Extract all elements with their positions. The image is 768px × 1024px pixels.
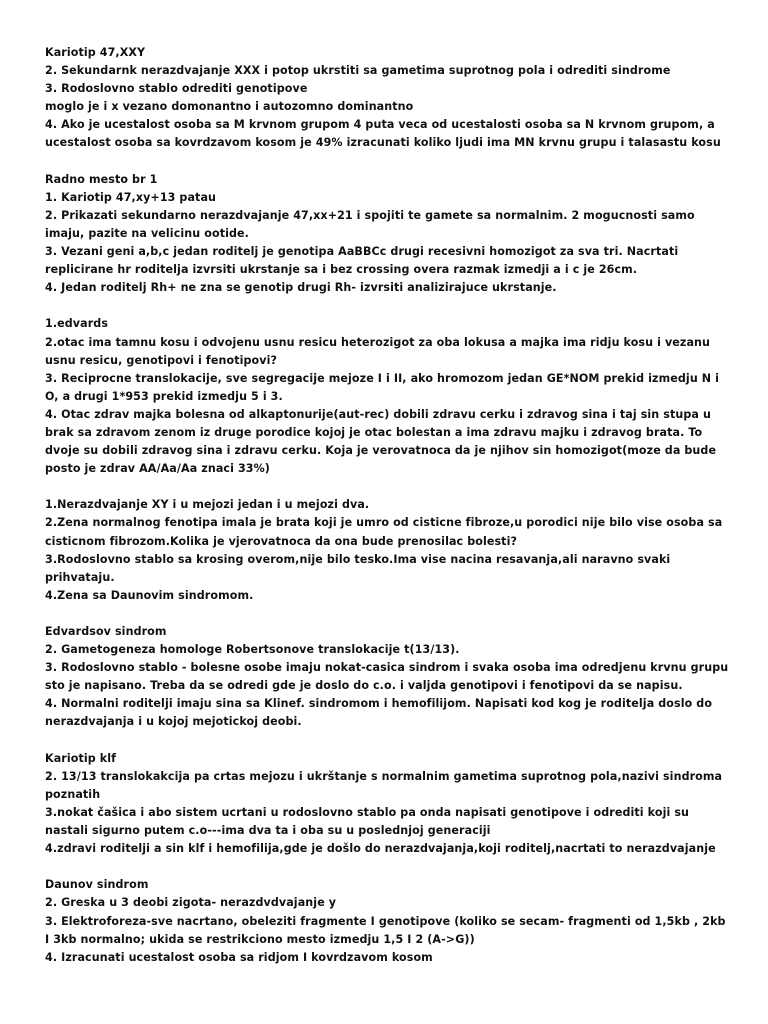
section-edvards — [45, 315, 730, 478]
question-4: 4. Jedan roditelj Rh+ ne zna se genotip drugi Rh- izvrsiti analizirajuce ukrstanje. — [45, 281, 557, 295]
question-4: 4. Izracunati ucestalost osoba sa ridjom I kovrdzavom kosom — [45, 950, 433, 964]
question-2: 2. Prikazati sekundarno nerazdvajanje 47,xx+21 i spojiti te gamete sa normalnim. 2 mogucnosti samo imaju, pazite na velicinu ootide. — [45, 208, 699, 240]
section-kariotip-47xxy — [45, 44, 730, 153]
question-1: 1. Kariotip 47,xy+13 patau — [45, 190, 217, 204]
section-kariotip-klf — [45, 750, 730, 859]
question-4: 4.Zena sa Daunovim sindromom. — [45, 588, 254, 602]
question-3: 3. Rodoslovno stablo - bolesne osobe imaju nokat-casica sindrom i svaka osoba ima odredjenu krvnu grupu sto je napisano. Treba da se odredi gde je doslo do c.o. i valjda genotipovi i fenotipovi da se napisu. — [45, 661, 733, 693]
question-3: 3. Reciprocne translokacije, sve segregacije mejoze I i II, ako hromozom jedan GE*NOM prekid izmedju N i O, a drugi 1*953 prekid izmedju 5 i 3. — [45, 371, 724, 403]
question-4: 4. Ako je ucestalost osoba sa M krvnom grupom 4 puta veca od ucestalosti osoba sa N krvnom grupom, a ucestalost osoba sa kovrdzavom kosom je 49% izracunati koliko ljudi ima MN krvnu grupu i talasastu kosu — [45, 118, 721, 150]
question-3: 3. Vezani geni a,b,c jedan roditelj je genotipa AaBBCc drugi recesivni homozigot za sva tri. Nacrtati replicirane hr roditelja izvrsiti ukrstanje sa i bez crossing overa razmak izmedji a i c je 26cm. — [45, 245, 683, 277]
question-3: 3. Rodoslovno stablo odrediti genotipove — [45, 82, 308, 96]
question-4: 4. Normalni roditelji imaju sina sa Klinef. sindromom i hemofilijom. Napisati kod kog je roditelja doslo do nerazdvajanja i u kojoj mejotickoj deobi. — [45, 697, 717, 729]
section-heading: Edvardsov sindrom — [45, 625, 167, 638]
section-nerazdvajanje-xy — [45, 496, 730, 605]
question-4: 4.zdravi roditelji a sin klf i hemofilija,gde je došlo do nerazdvajanja,koji roditelj,nacrtati to nerazdvajanje — [45, 842, 716, 856]
question-1: 1.Nerazdvajanje XY i u mejozi jedan i u mejozi dva. — [45, 498, 370, 512]
section-heading: Daunov sindrom — [45, 878, 149, 892]
question-1: 1.edvards — [45, 317, 109, 331]
section-heading: Kariotip 47,XXY — [45, 46, 146, 59]
question-2: 2. Sekundarnk nerazdvajanje XXX i potop ukrstiti sa gametima suprotnog pola i odrediti sindrome — [45, 64, 671, 78]
question-2: 2. Greska u 3 deobi zigota- nerazdvdvajanje y — [45, 896, 337, 910]
question-3: 3.Rodoslovno stablo sa krosing overom,nije bilo tesko.Ima vise nacina resavanja,ali naravno svaki prihvataju. — [45, 552, 675, 584]
note-line: moglo je i x vezano domonantno i autozomno dominantno — [45, 100, 414, 114]
question-2: 2. 13/13 translokakcija pa crtas mejozu i ukrštanje s normalnim gametima suprotnog pola,nazivi sindroma poznatih — [45, 769, 727, 801]
question-3: 3. Elektroforeza-sve nacrtano, obeleziti fragmente I genotipove (koliko se secam- fragmenti od 1,5kb , 2kb I 3kb normalno; ukida se restrikciono mesto izmedju 1,5 I 2 (A->G)) — [45, 914, 730, 946]
question-2: 2.otac ima tamnu kosu i odvojenu usnu resicu heterozigot za oba lokusa a majka ima ridju kosu i vezanu usnu resicu, genotipovi i fenotipovi? — [45, 335, 715, 367]
question-4: 4. Otac zdrav majka bolesna od alkaptonurije(aut-rec) dobili zdravu cerku i zdravog sina i taj sin stupa u brak sa zdravom zenom iz druge porodice kojoj je otac bolestan a ima zdravu majku i zdravog brata. To dvoje su dobili zdravog sina i zdravu cerku. Koja je verovatnoca da je njihov sin homozigot(moze da bude posto je zdrav AA/Aa/Aa znaci 33%) — [45, 407, 721, 476]
question-2: 2.Zena normalnog fenotipa imala je brata koji je umro od cisticne fibroze,u porodici nije bilo vise osoba sa cisticnom fibrozom.Kolika je vjerovatnoca da ona bude prenosilac bolesti? — [45, 516, 727, 548]
section-heading: Kariotip klf — [45, 751, 117, 765]
section-daunov-sindrom — [45, 876, 730, 966]
question-3: 3.nokat čašica i abo sistem ucrtani u rodoslovno stablo pa onda napisati genotipove i odrediti koji su nastali sigurno putem c.o---ima dva ta i oba su u poslednjoj generaciji — [45, 805, 694, 838]
question-2: 2. Gametogeneza homologe Robertsonove translokacije t(13/13). — [45, 643, 460, 657]
section-edvardsov-sindrom — [45, 623, 733, 732]
document-page — [45, 44, 733, 985]
section-radno-mesto-1 — [45, 171, 730, 298]
section-heading: Radno mesto br 1 — [45, 172, 158, 186]
